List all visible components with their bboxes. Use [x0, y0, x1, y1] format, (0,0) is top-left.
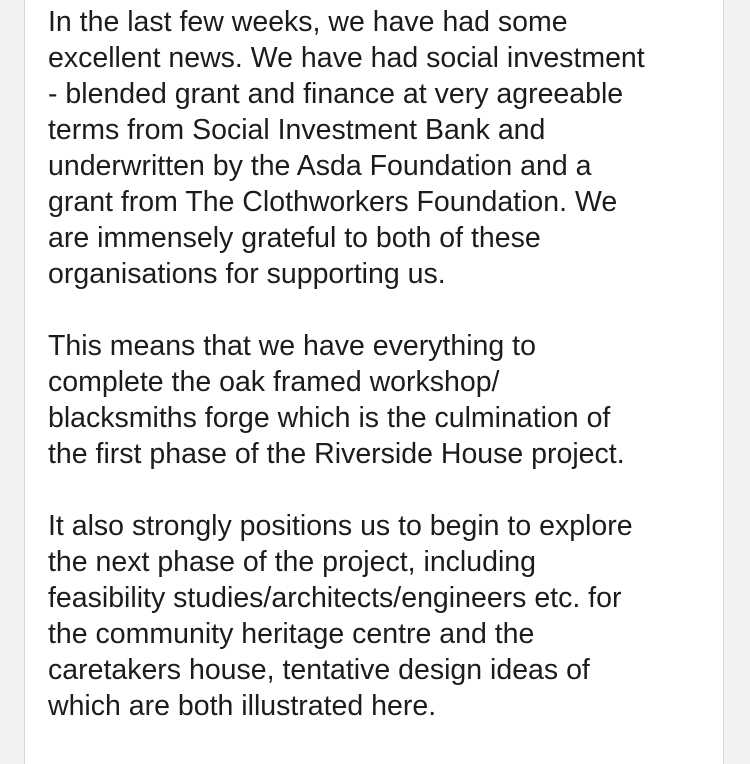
text-line: the next phase of the project, including [48, 546, 536, 578]
text-line: the community heritage centre and the [48, 618, 535, 650]
text-line: are immensely grateful to both of these [48, 222, 541, 254]
text-line: feasibility studies/architects/engineers etc. for [48, 582, 622, 614]
text-line: blacksmiths forge which is the culmination of [48, 402, 611, 434]
text-line: In the last few weeks, we have had some [48, 6, 568, 38]
text-line: This means that we have everything to [48, 330, 536, 362]
text-line: complete the oak framed workshop/ [48, 366, 500, 398]
text-line: terms from Social Investment Bank and [48, 114, 546, 146]
text-line: It also strongly positions us to begin to explore [48, 510, 633, 542]
text-line: grant from The Clothworkers Foundation. We [48, 186, 618, 218]
paragraph-next-phase [48, 508, 708, 724]
text-line: which are both illustrated here. [48, 690, 437, 722]
paragraph-workshop [48, 328, 708, 472]
text-line: - blended grant and finance at very agreeable [48, 78, 624, 110]
paragraph-news [48, 4, 708, 292]
text-line: organisations for supporting us. [48, 258, 446, 290]
text-line: underwritten by the Asda Foundation and a [48, 150, 592, 182]
text-line: excellent news. We have had social investment [48, 42, 645, 74]
text-line: the first phase of the Riverside House project. [48, 438, 625, 470]
post-body [48, 4, 708, 724]
text-line: caretakers house, tentative design ideas of [48, 654, 590, 686]
